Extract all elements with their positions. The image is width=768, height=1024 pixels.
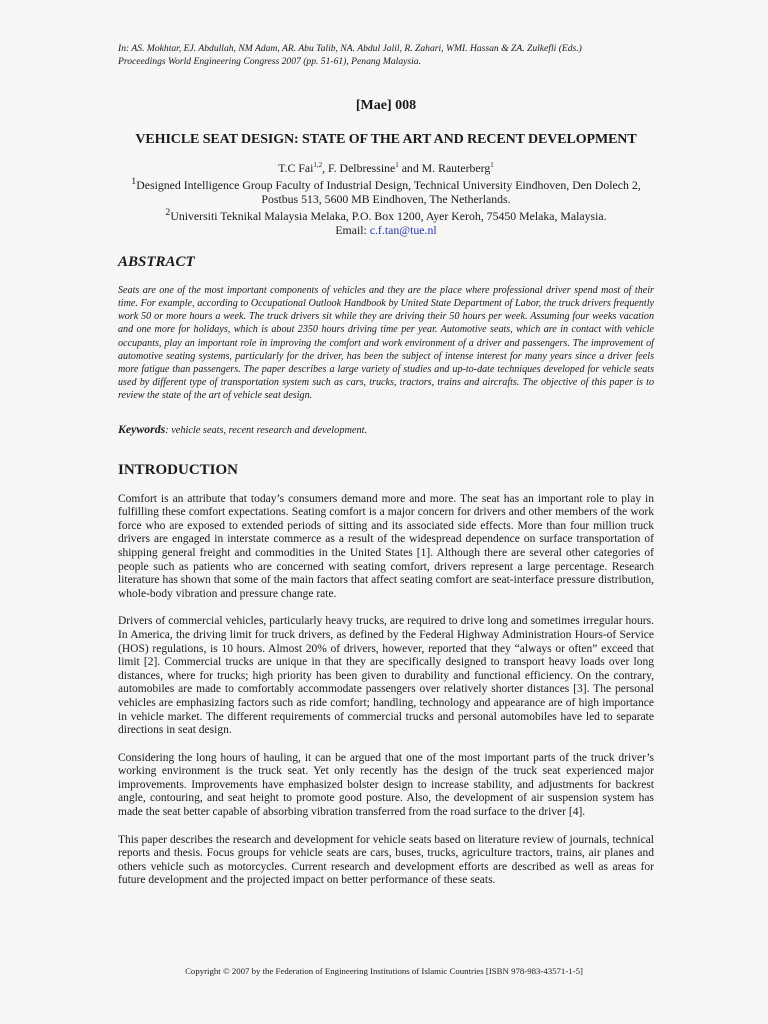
citation-header bbox=[118, 42, 654, 68]
author-3-affiliation-mark: 1 bbox=[490, 161, 494, 169]
keywords-line bbox=[118, 423, 654, 437]
intro-paragraph-2: Drivers of commercial vehicles, particularly heavy trucks, are required to drive long and sometimes irregular hours. In America, the driving limit for truck drivers, as defined by the Federal Highway Administration Hours-of Service (HOS) regulations, is 10 hours. Almost 20% of drivers, however, reported that they “always or often” exceed that limit [2]. Commercial trucks are unique in that they are specifically designed to transport heavy loads over long distances, where for trucks; high priority has been given to durability and functional efficiency. On the contrary, automobiles are made to comfortably accommodate passengers over relatively shorter distances [3]. The personal vehicles are emphasizing factors such as ride comfort; handling, technology and appearance are of high importance in vehicle market. The different requirements of commercial trucks and personal automobiles have led to separate directions in seat design. bbox=[118, 615, 654, 737]
citation-line-2: Proceedings World Engineering Congress 2007 (pp. 51-61), Penang Malaysia. bbox=[118, 56, 421, 67]
introduction-heading: INTRODUCTION bbox=[118, 461, 239, 478]
affiliation-2 bbox=[118, 206, 654, 223]
email-link[interactable]: c.f.tan@tue.nl bbox=[369, 222, 437, 237]
author-1: T.C Fai bbox=[278, 160, 314, 175]
abstract-heading: ABSTRACT bbox=[118, 253, 195, 270]
affiliation-1-line-1: Designed Intelligence Group Faculty of Industrial Design, Technical University Eindhoven, Den Dolech 2, bbox=[136, 177, 641, 192]
affiliation-1-line-2: Postbus 513, 5600 MB Eindhoven, The Netherlands. bbox=[261, 191, 511, 206]
email-label: Email: bbox=[335, 222, 370, 237]
affiliation-2-line-1: Universiti Teknikal Malaysia Melaka, P.O. Box 1200, Ayer Keroh, 75450 Melaka, Malaysia. bbox=[170, 208, 607, 223]
author-3: and M. Rauterberg bbox=[398, 160, 491, 175]
author-list bbox=[118, 158, 654, 175]
affiliation-1-mark: 1 bbox=[131, 175, 137, 187]
author-2: , F. Delbressine bbox=[322, 160, 396, 175]
keywords-label: Keywords bbox=[118, 421, 166, 436]
intro-paragraph-3: Considering the long hours of hauling, it can be argued that one of the most important parts of the truck driver’s working environment is the truck seat. Yet only recently has the design of the truck seat experienced major improvements. Improvements have emphasized bolster design to increase stability, and adjustments for backrest angle, contouring, and seat height to promote good posture. Also, the development of air suspension system has made the seat better capable of absorbing vibration transferred from the road surface to the driver [4]. bbox=[118, 751, 654, 819]
affiliation-1 bbox=[118, 175, 654, 192]
affiliation-2-mark: 2 bbox=[165, 206, 171, 218]
contact-email bbox=[118, 223, 654, 237]
intro-paragraph-1: Comfort is an attribute that today’s consumers demand more and more. The seat has an important role to play in fulfilling these comfort expectations. Seating comfort is a major concern for drivers and other members of the work force who are exposed to extended periods of sitting and its associated side effects. More than four million truck drivers are engaged in interstate commerce as a result of the widespread dependence on surface transportation of shipping general freight and commodities in the United States [1]. Although there are several other categories of people such as patients who are concerned with seating comfort, drivers represent a large percentage. Research literature has shown that some of the main factors that affect seating comfort are seat-interface pressure distribution, whole-body vibration and pressure change rate. bbox=[118, 492, 654, 600]
copyright-footer: Copyright © 2007 by the Federation of Engineering Institutions of Islamic Countries [ISBN 978-983-43571-1-5] bbox=[185, 966, 583, 976]
author-2-affiliation-mark: 1 bbox=[395, 161, 399, 169]
paper-title: VEHICLE SEAT DESIGN: STATE OF THE ART AND RECENT DEVELOPMENT bbox=[135, 132, 637, 147]
paper-code: [Mae] 008 bbox=[355, 98, 417, 113]
author-1-affiliation-mark: 1,2 bbox=[313, 161, 323, 169]
citation-line-1: In: AS. Mokhtar, EJ. Abdullah, NM Adam, AR. Abu Talib, NA. Abdul Jalil, R. Zahari, WMI. Hassan & ZA. Zulkefli (Eds.) bbox=[118, 43, 582, 54]
intro-paragraph-4: This paper describes the research and development for vehicle seats based on literature review of journals, technical reports and thesis. Focus groups for vehicle seats are cars, buses, trucks, agriculture tractors, trains, air planes and others vehicle such as motorcycles. Current research and development efforts are described as well as areas for future development and the projected impact on better performance of these seats. bbox=[118, 833, 654, 887]
keywords-text: : vehicle seats, recent research and development. bbox=[165, 424, 368, 436]
abstract-text: Seats are one of the most important components of vehicles and they are the place where professional driver spend most of their time. For example, according to Occupational Outlook Handbook by United State Department of Labor, the truck drivers frequently work 50 or more hours a week. The truck drivers sit while they are driving their 50 hours per week. Assuming four weeks vacation and one more for holidays, which is about 2350 hours driving time per year. Automotive seats, which are in contact with vehicle occupants, play an important role in improving the comfort and work environment of a driver and passengers. The improvement of automotive seating systems, particularly for the driver, has been the subject of intense interest for many years since a driver feels more fatigue than passengers. The paper describes a large variety of studies and up-to-date techniques developed for vehicle seats used by different type of transportation system such as cars, trucks, tractors, trains and aircrafts. The objective of this paper is to review the state of the art of vehicle seat design. bbox=[118, 284, 654, 402]
